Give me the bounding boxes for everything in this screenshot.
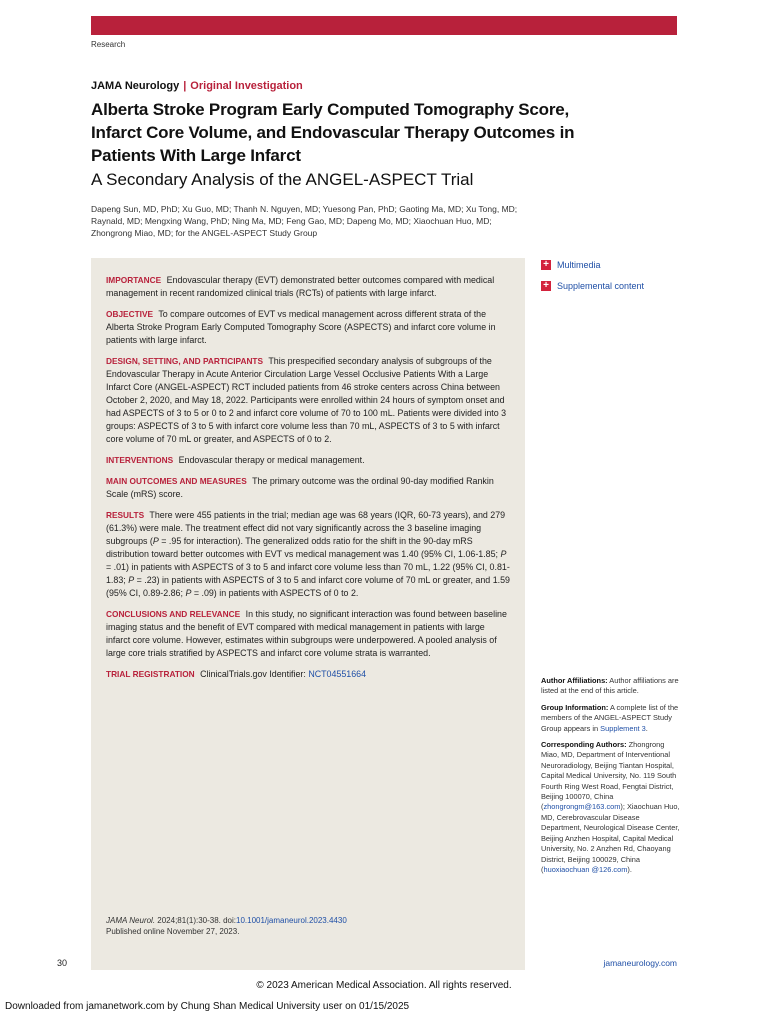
abstract-box xyxy=(91,258,525,970)
email-link[interactable]: huoxiaochuan @126.com xyxy=(543,864,628,874)
interventions-heading: INTERVENTIONS xyxy=(106,455,174,465)
article-title: Alberta Stroke Program Early Computed Tomography Score, Infarct Core Volume, and Endovascular Therapy Outcomes in Patients With Large Infarct xyxy=(91,100,575,165)
abstract-conclusions xyxy=(106,608,511,660)
article-subtitle: A Secondary Analysis of the ANGEL-ASPECT Trial xyxy=(91,170,474,189)
abstract-registration xyxy=(106,668,511,681)
objective-heading: OBJECTIVE xyxy=(106,309,154,319)
author-info-column xyxy=(541,676,681,881)
journal-separator: | xyxy=(183,80,187,92)
author-list: Dapeng Sun, MD, PhD; Xu Guo, MD; Thanh N. Nguyen, MD; Yuesong Pan, PhD; Gaoting Ma, MD; Xu Tong, MD; Raynald, MD; Mengxing Wang, PhD; Ning Ma, MD; Feng Gao, MD; Dapeng Mo, MD; Xiaochuan Huo, MD; Zhongrong Miao, MD; for the ANGEL-ASPECT Study Group xyxy=(91,204,518,238)
affiliations-heading: Author Affiliations: xyxy=(541,676,608,685)
supplementary-links xyxy=(541,258,644,300)
outcomes-heading: MAIN OUTCOMES AND MEASURES xyxy=(106,476,247,486)
author-affiliations xyxy=(541,676,681,697)
abstract-results xyxy=(106,509,511,600)
abstract-outcomes xyxy=(106,475,511,501)
outcomes-text: The primary outcome was the ordinal 90-day modified Rankin Scale (mRS) score. xyxy=(106,476,494,499)
article-type: Original Investigation xyxy=(190,80,303,92)
results-heading: RESULTS xyxy=(106,510,145,520)
journal-name: JAMA Neurology xyxy=(91,80,180,92)
journal-site-link[interactable]: jamaneurology.com xyxy=(603,958,677,968)
conclusions-text: In this study, no significant interaction was found between baseline imaging status and the benefit of EVT compared with medical management in patients with large infarct core volume. However, estimates within subgroups were underpowered. A pooled analysis of large core trials stratified by ASPECTS and infarct core volume strata is warranted. xyxy=(106,609,507,658)
group-heading: Group Information: xyxy=(541,702,609,712)
corresponding-heading: Corresponding Authors: xyxy=(541,740,627,750)
p-value-symbol: P xyxy=(152,536,159,546)
corresponding-text: ); Xiaochuan Huo, MD, Cerebrovascular Disease Department, Neurological Disease Center, Beijing Anzhen Hospital, Capital Medical University, No. 2 Anzhen Rd, Chaoyang District, Beijing 100029, China ( xyxy=(541,802,680,874)
multimedia-link[interactable] xyxy=(541,258,644,271)
interventions-text: Endovascular therapy or medical management. xyxy=(178,455,365,465)
corresponding-text: Zhongrong Miao, MD, Department of Interventional Neuroradiology, Beijing Tiantan Hospital, Capital Medical University, No. 119 South Fourth Ring West Road, Fengtai District, Beijing 100070, China ( xyxy=(541,740,677,812)
corresponding-authors xyxy=(541,740,681,875)
objective-text: To compare outcomes of EVT vs medical management across different strata of the Alberta Stroke Program Early Computed Tomography Score (ASPECTS) and infarct core volume in patients with large infarct. xyxy=(106,309,496,345)
design-heading: DESIGN, SETTING, AND PARTICIPANTS xyxy=(106,356,264,366)
conclusions-heading: CONCLUSIONS AND RELEVANCE xyxy=(106,609,241,619)
doi-link[interactable]: 10.1001/jamaneurol.2023.4430 xyxy=(236,916,347,925)
registration-heading: TRIAL REGISTRATION xyxy=(106,669,195,679)
corresponding-text: ). xyxy=(627,864,632,874)
citation-line xyxy=(106,916,347,927)
citation-details: 2024;81(1):30-38. doi: xyxy=(155,916,237,925)
results-text: = .23) in patients with ASPECTS of 3 to 5 and infarct core volume of 70 mL or greater, and 1.59 (95% CI, 0.89-2.86; xyxy=(106,575,510,598)
supplement-link[interactable]: Supplement 3 xyxy=(600,723,646,733)
design-text: This prespecified secondary analysis of subgroups of the Endovascular Therapy in Acute Anterior Circulation Large Vessel Occlusive Patients With a Large Infarct Core (ANGEL-ASPECT) RCT included patients from 46 stroke centers across China between October 2, 2020, and May 18, 2022. Participants were enrolled within 24 hours of symptom onset and had ASPECTS of 3 to 5 or 0 to 2 and infarct core volume of 70 to 100 mL. Patients were divided into 3 groups: ASPECTS of 3 to 5 with infarct core volume less than 70 mL, ASPECTS of 3 to 5 with infarct core volume of 70 mL or greater, and ASPECTS of 0 to 2. xyxy=(106,356,507,444)
affiliations-text: Author affiliations are listed at the end of this article. xyxy=(541,676,679,696)
group-text-end: . xyxy=(645,723,648,733)
multimedia-link-label: Multimedia xyxy=(557,259,601,270)
abstract-importance xyxy=(106,274,511,300)
results-text: = .01) in patients with ASPECTS of 3 to 5 and infarct core volume less than 70 mL, 1.22 (95% CI, 0.81-1.83; xyxy=(106,562,510,585)
journal-header-bar xyxy=(91,16,677,35)
abstract-objective xyxy=(106,308,511,347)
plus-icon: + xyxy=(541,281,551,291)
importance-text: Endovascular therapy (EVT) demonstrated better outcomes compared with medical management in recent randomized clinical trials (RCTs) of patients with large infarct. xyxy=(106,275,495,298)
group-information xyxy=(541,703,681,734)
citation-journal: JAMA Neurol. xyxy=(106,916,156,925)
p-value-symbol: P xyxy=(185,588,192,598)
download-notice: Downloaded from jamanetwork.com by Chung Shan Medical University user on 01/15/2025 xyxy=(5,1001,410,1012)
email-link[interactable]: zhongrongm@163.com xyxy=(543,802,621,812)
results-text: = .95 for interaction). The generalized odds ratio for the shift in the 90-day mRS distribution toward better outcomes with EVT vs medical management was 1.40 (95% CI, 1.06-1.85; xyxy=(106,536,501,559)
journal-line xyxy=(91,80,303,92)
copyright-notice: © 2023 American Medical Association. All rights reserved. xyxy=(256,980,512,991)
importance-heading: IMPORTANCE xyxy=(106,275,162,285)
supplemental-content-link[interactable] xyxy=(541,279,644,292)
results-text: There were 455 patients in the trial; median age was 68 years (IQR, 60-73 years), and 279 (61.3%) were male. The treatment effect did not vary significantly across the 3 baseline imaging subgroups ( xyxy=(106,510,506,546)
p-value-symbol: P xyxy=(128,575,135,585)
section-label: Research xyxy=(91,40,126,49)
registration-text: ClinicalTrials.gov Identifier: xyxy=(200,669,309,679)
page-number: 30 xyxy=(57,958,68,968)
results-text: = .09) in patients with ASPECTS of 0 to 2. xyxy=(191,588,359,598)
published-date: Published online November 27, 2023. xyxy=(106,926,240,936)
supplemental-content-link-label: Supplemental content xyxy=(557,280,645,291)
abstract-interventions xyxy=(106,454,511,467)
trial-id-link[interactable]: NCT04551664 xyxy=(308,669,367,679)
group-text: A complete list of the members of the ANGEL-ASPECT Study Group appears in xyxy=(541,702,679,733)
plus-icon: + xyxy=(541,260,551,270)
abstract-design xyxy=(106,355,511,446)
p-value-symbol: P xyxy=(500,549,507,559)
citation xyxy=(106,916,347,937)
